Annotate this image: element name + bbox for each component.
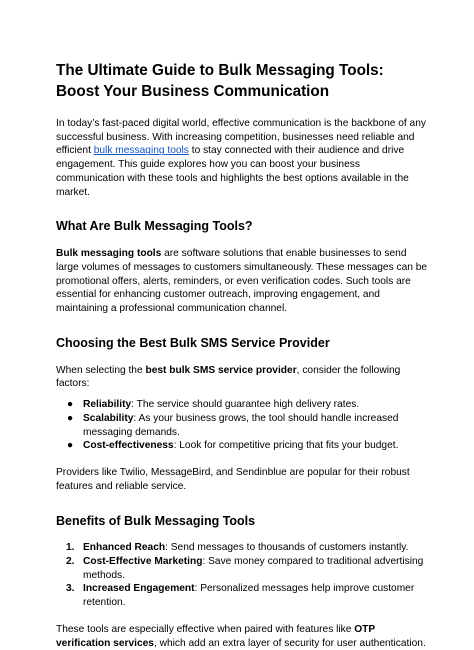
list-item (56, 439, 430, 453)
choosing-intro-paragraph (56, 364, 430, 391)
factor-label: Reliability (83, 399, 132, 411)
list-item (56, 398, 430, 412)
choosing-intro-start: When selecting the (56, 364, 146, 376)
definition-paragraph (56, 247, 430, 316)
closing-text-start: These tools are especially effective when paired with features like (56, 623, 355, 635)
section-heading-choosing: Choosing the Best Bulk SMS Service Provider (56, 335, 330, 350)
list-number: 3. (66, 583, 75, 595)
list-number: 1. (66, 542, 75, 554)
closing-bold: OTP verification services (56, 623, 376, 649)
bullet-icon: ● (67, 412, 74, 424)
choosing-intro-bold: best bulk SMS service provider (145, 364, 297, 376)
closing-paragraph (56, 623, 430, 650)
factor-text: : The service should guarantee high delivery rates. (131, 399, 360, 411)
bulk-messaging-tools-link[interactable]: bulk messaging tools (93, 145, 189, 157)
definition-bold-lead: Bulk messaging tools (56, 248, 162, 260)
benefit-text: : Send messages to thousands of customers instantly. (165, 542, 409, 554)
section-heading-benefits: Benefits of Bulk Messaging Tools (56, 514, 256, 529)
benefit-label: Cost-Effective Marketing (83, 556, 203, 568)
benefit-label: Increased Engagement (83, 583, 195, 595)
list-item (56, 541, 430, 555)
list-item (56, 555, 430, 582)
bullet-icon: ● (67, 399, 74, 411)
benefit-text: : Save money compared to traditional advertising methods. (83, 556, 424, 581)
bullet-icon: ● (67, 440, 74, 452)
factors-list (56, 398, 430, 453)
intro-text-end: to stay connected with their audience and drive engagement. This guide explores how you can boost your business communication with these tools and highlights the best options available in the market. (56, 145, 409, 198)
page-title: The Ultimate Guide to Bulk Messaging Tools: Boost Your Business Communication (56, 62, 384, 100)
closing-text-end: , which add an extra layer of security for user authentication. (153, 637, 426, 649)
definition-text: are software solutions that enable businesses to send large volumes of messages to customers simultaneously. These messages can be promotional offers, alerts, reminders, or even verification codes. Such tools are essential for enhancing customer outreach, improving engagement, and maintaining a professional communication channel. (56, 248, 428, 315)
intro-paragraph (56, 117, 430, 199)
providers-paragraph: Providers like Twilio, MessageBird, and Sendinblue are popular for their robust features and reliable service. (56, 466, 410, 492)
intro-text-start: In today’s fast-paced digital world, effective communication is the backbone of any successful business. With increasing competition, businesses need reliable and efficient (56, 118, 426, 157)
factor-label: Scalability (83, 412, 134, 424)
factor-label: Cost-effectiveness (83, 440, 174, 452)
list-number: 2. (66, 556, 75, 568)
section-heading-what-are: What Are Bulk Messaging Tools? (56, 219, 253, 234)
list-item (56, 582, 430, 609)
list-item (56, 412, 430, 439)
factor-text: : Look for competitive pricing that fits your budget. (173, 440, 399, 452)
choosing-intro-end: , consider the following factors: (56, 364, 401, 390)
factor-text: : As your business grows, the tool should handle increased messaging demands. (83, 412, 399, 438)
benefit-label: Enhanced Reach (83, 542, 166, 554)
benefits-list (56, 541, 430, 610)
benefit-text: : Personalized messages help improve customer retention. (83, 583, 415, 609)
